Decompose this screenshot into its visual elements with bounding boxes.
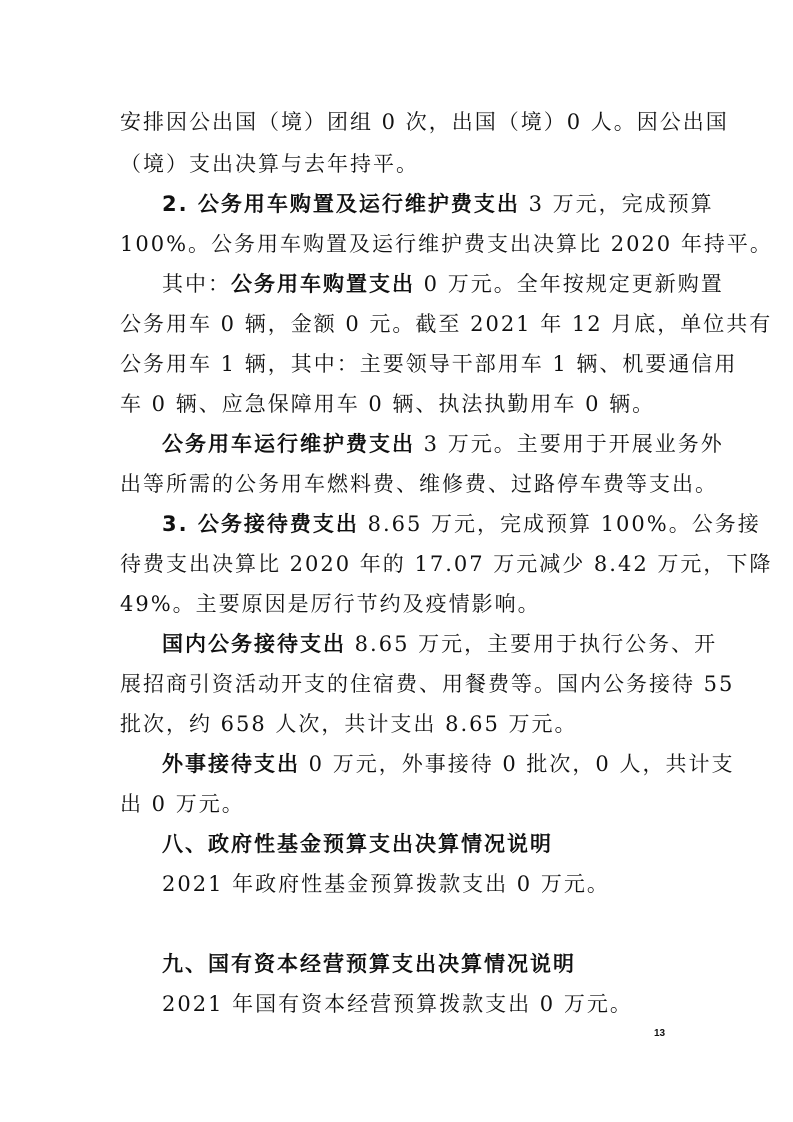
section-heading: [162, 952, 576, 976]
text-line: [162, 872, 610, 896]
text-run: 2021 年政府性基金预算拨款支出 0 万元。: [162, 872, 610, 896]
text-run: 100%。公务用车购置及运行维护费支出决算比 2020 年持平。: [120, 232, 773, 256]
text-line: [120, 152, 419, 176]
text-line: [162, 512, 761, 536]
bold-text-run: 九、国有资本经营预算支出决算情况说明: [162, 952, 576, 976]
bold-text-run: 公务用车运行维护费支出: [162, 432, 415, 456]
text-run: 待费支出决算比 2020 年的 17.07 万元减少 8.42 万元，下降: [120, 552, 773, 576]
text-line: [162, 992, 633, 1016]
text-line: [162, 272, 724, 296]
text-run: 出等所需的公务用车燃料费、维修费、过路停车费等支出。: [120, 472, 718, 496]
text-line: [120, 592, 541, 616]
page-number: 13: [654, 1028, 666, 1039]
bold-text-run: 3. 公务接待费支出: [162, 512, 359, 536]
text-run: 8.65 万元，完成预算 100%。公务接: [358, 512, 761, 536]
text-line: [120, 312, 772, 336]
text-run: 公务用车 1 辆，其中：主要领导干部用车 1 辆、机要通信用: [120, 352, 738, 376]
text-run: 0 万元，外事接待 0 批次，0 人，共计支: [300, 752, 735, 776]
text-line: [120, 232, 773, 256]
bold-text-run: 外事接待支出: [162, 752, 300, 776]
text-run: 车 0 辆、应急保障用车 0 辆、执法执勤用车 0 辆。: [120, 392, 656, 416]
section-heading: [162, 832, 553, 856]
text-run: 展招商引资活动开支的住宿费、用餐费等。国内公务接待 55: [120, 672, 735, 696]
text-run: 其中：: [162, 272, 231, 296]
text-line: [120, 672, 734, 696]
text-run: 批次，约 658 人次，共计支出 8.65 万元。: [120, 712, 578, 736]
text-line: [162, 192, 714, 216]
text-run: 3 万元，完成预算: [519, 192, 714, 216]
bold-text-run: 公务用车购置支出: [231, 272, 415, 296]
text-run: 安排因公出国（境）团组 0 次，出国（境）0 人。因公出国: [120, 110, 729, 134]
text-line: [162, 752, 734, 776]
bold-text-run: 2. 公务用车购置及运行维护费支出: [162, 192, 520, 216]
text-run: （境）支出决算与去年持平。: [120, 152, 419, 176]
bold-text-run: 国内公务接待支出: [162, 632, 346, 656]
text-line: [120, 392, 655, 416]
text-run: 8.65 万元，主要用于执行公务、开: [346, 632, 718, 656]
text-line: [120, 792, 245, 816]
text-run: 出 0 万元。: [120, 792, 245, 816]
text-run: 49%。主要原因是厉行节约及疫情影响。: [120, 592, 541, 616]
text-line: [162, 432, 724, 456]
text-run: 3 万元。主要用于开展业务外: [415, 432, 724, 456]
text-run: 2021 年国有资本经营预算拨款支出 0 万元。: [162, 992, 633, 1016]
text-line: [120, 110, 729, 134]
text-run: 0 万元。全年按规定更新购置: [415, 272, 724, 296]
bold-text-run: 八、政府性基金预算支出决算情况说明: [162, 832, 553, 856]
text-line: [120, 352, 737, 376]
text-line: [120, 712, 578, 736]
text-line: [120, 472, 718, 496]
text-line: [120, 552, 772, 576]
text-run: 公务用车 0 辆，金额 0 元。截至 2021 年 12 月底，单位共有: [120, 312, 773, 336]
text-line: [162, 632, 717, 656]
